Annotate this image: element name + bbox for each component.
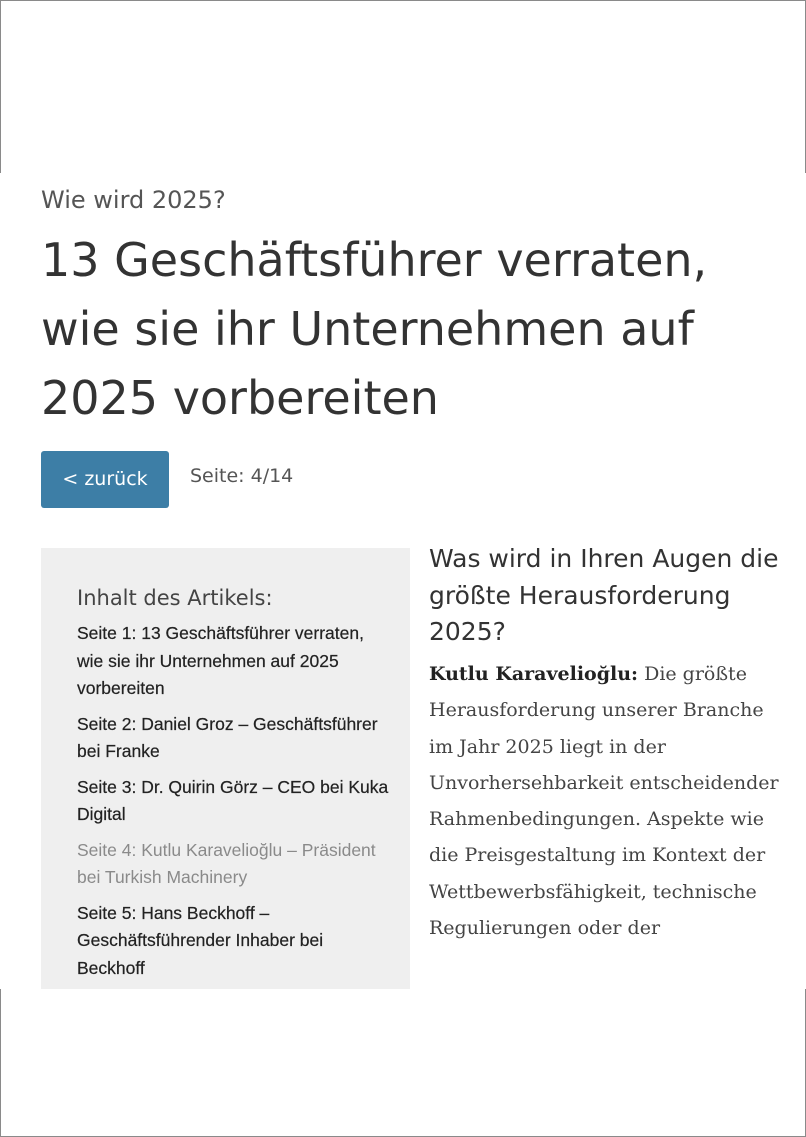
toc-item-page-3[interactable]: Seite 3: Dr. Quirin Görz – CEO bei Kuka Digital: [77, 776, 389, 824]
page-indicator: Seite: 4/14: [190, 465, 294, 487]
frame-left-border-top: [0, 0, 1, 173]
toc-item-page-5[interactable]: Seite 5: Hans Beckhoff – Geschäftsführender Inhaber bei Beckhoff: [77, 902, 324, 978]
article-headline: 13 Geschäftsführer verraten, wie sie ihr Unternehmen auf 2025 vorbereiten: [41, 233, 708, 425]
interview-question: Was wird in Ihren Augen die größte Herausforderung 2025?: [429, 544, 779, 646]
back-button[interactable]: < zurück: [41, 451, 169, 508]
answer-text: Die größte Herausforderung unserer Branche im Jahr 2025 liegt in der Unvorhersehbarkeit entscheidender Rahmenbedingungen. Aspekte wie die Preisgestaltung im Kontext der Wettbewerbsfähigkeit, technische Regulierungen oder der: [429, 663, 779, 940]
frame-top-border: [0, 0, 806, 1]
toc-item-page-4-current: Seite 4: Kutlu Karavelioğlu – Präsident bei Turkish Machinery: [77, 839, 376, 887]
toc-item-page-1[interactable]: Seite 1: 13 Geschäftsführer verraten, wie sie ihr Unternehmen auf 2025 vorbereiten: [77, 623, 364, 698]
frame-left-border-bottom: [0, 989, 1, 1137]
article-table-of-contents: [41, 548, 410, 989]
article-kicker: Wie wird 2025?: [41, 186, 226, 214]
interview-answer: [429, 656, 784, 946]
toc-list: [77, 620, 390, 982]
toc-item-page-2[interactable]: Seite 2: Daniel Groz – Geschäftsführer bei Franke: [77, 713, 378, 761]
toc-heading: Inhalt des Artikels:: [77, 586, 273, 610]
answer-speaker-name: Kutlu Karavelioğlu:: [429, 663, 639, 685]
